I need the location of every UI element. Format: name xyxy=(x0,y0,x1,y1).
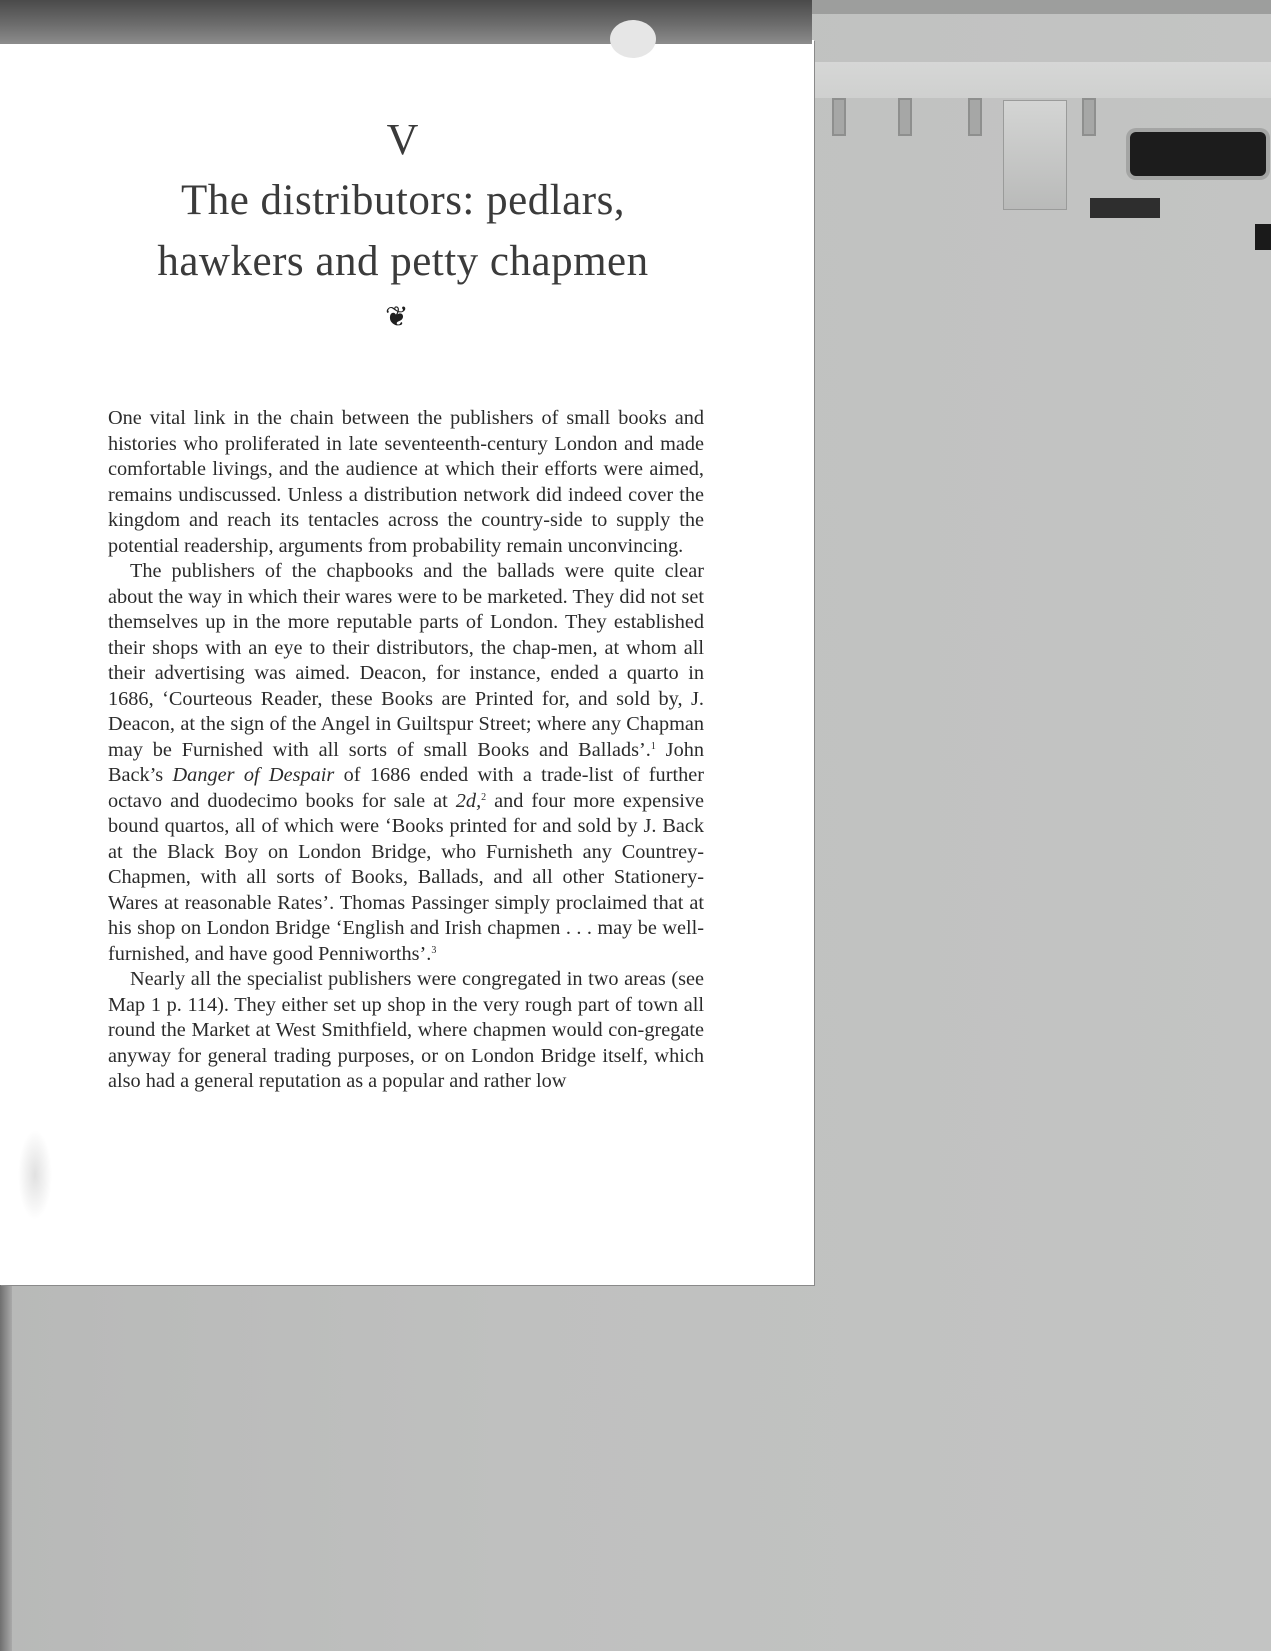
hinge-block xyxy=(1003,100,1067,210)
footnote-marker: 2 xyxy=(481,791,487,803)
hinge-slot xyxy=(898,98,912,136)
chapter-number: V xyxy=(386,115,420,164)
chapter-title-line: The distributors: pedlars, xyxy=(180,177,626,224)
paragraph xyxy=(108,406,704,559)
text-run: Nearly all the specialist publishers were congregated in two areas (see Map 1 p. 114). They either set up shop in the very rough part of town all round the Market at West Smithfield, where chapmen would con-gregate anyway for general trading purposes, or on London Bridge itself, which also had a general reputation as a popular and rather low xyxy=(108,968,704,1092)
chapter-title-line: hawkers and petty chapmen xyxy=(157,238,649,285)
text-run: John Back’s xyxy=(108,738,704,786)
hinge-slot xyxy=(832,98,846,136)
scanner-top-band xyxy=(812,0,1271,14)
italic-text: 2d, xyxy=(455,789,482,812)
text-run: One vital link in the chain between the publishers of small books and histories who proliferated in late seventeenth-century London and made comfortable livings, and the audience at which their efforts were aimed, remains undiscussed. Unless a distribution network did indeed cover the kingdom and reach its tentacles across the country-side to supply the potential readership, arguments from probability remain unconvincing. xyxy=(108,407,704,557)
scan-smudge xyxy=(18,1130,52,1220)
text-run: of 1686 ended with a trade-list of further octavo and duodecimo books for sale at xyxy=(108,764,704,812)
text-run: and four more expensive bound quartos, all of which were ‘Books printed for and sold by J. Back at the Black Boy on London Bridge, who Furnisheth any Countrey-Chapmen, with all sorts of Books, Ballads, and all other Stationery-Wares at reasonable Rates’. Thomas Passinger simply proclaimed that at his shop on London Bridge ‘English and Irish chapmen . . . may be well-furnished, and have good Penniworths’. xyxy=(108,789,704,965)
paragraph xyxy=(108,967,704,1095)
scan-top-shadow xyxy=(0,0,812,44)
scanner-edge-tab xyxy=(1255,224,1271,250)
hinge-slot xyxy=(1082,98,1096,136)
scanner-edge-strip xyxy=(0,1280,12,1651)
footnote-marker: 1 xyxy=(650,740,656,752)
scanner-tab xyxy=(1090,198,1160,218)
text-run: The publishers of the chapbooks and the ballads were quite clear about the way in which their wares were to be marketed. They did not set themselves up in the more reputable parts of London. They established their shops with an eye to their distributors, the chap-men, at whom all their advertising was aimed. Deacon, for instance, ended a quarto in 1686, ‘Courteous Reader, these Books are Printed for, and sold by, J. Deacon, at the sign of the Angel in Guiltspur Street; where any Chapman may be Furnished with all sorts of small Books and Ballads’. xyxy=(108,560,704,761)
book-page xyxy=(0,40,814,1285)
scanner-hinge xyxy=(812,62,1271,98)
footnote-marker: 3 xyxy=(431,944,437,956)
body-text xyxy=(108,406,704,1095)
chapter-title xyxy=(40,170,766,292)
scanner-roller xyxy=(1130,132,1266,176)
hinge-slot xyxy=(968,98,982,136)
italic-text: Danger of Despair xyxy=(172,764,335,786)
punch-hole xyxy=(610,20,656,58)
paragraph xyxy=(108,559,704,967)
fleuron-ornament-icon: ❦ xyxy=(385,302,409,333)
